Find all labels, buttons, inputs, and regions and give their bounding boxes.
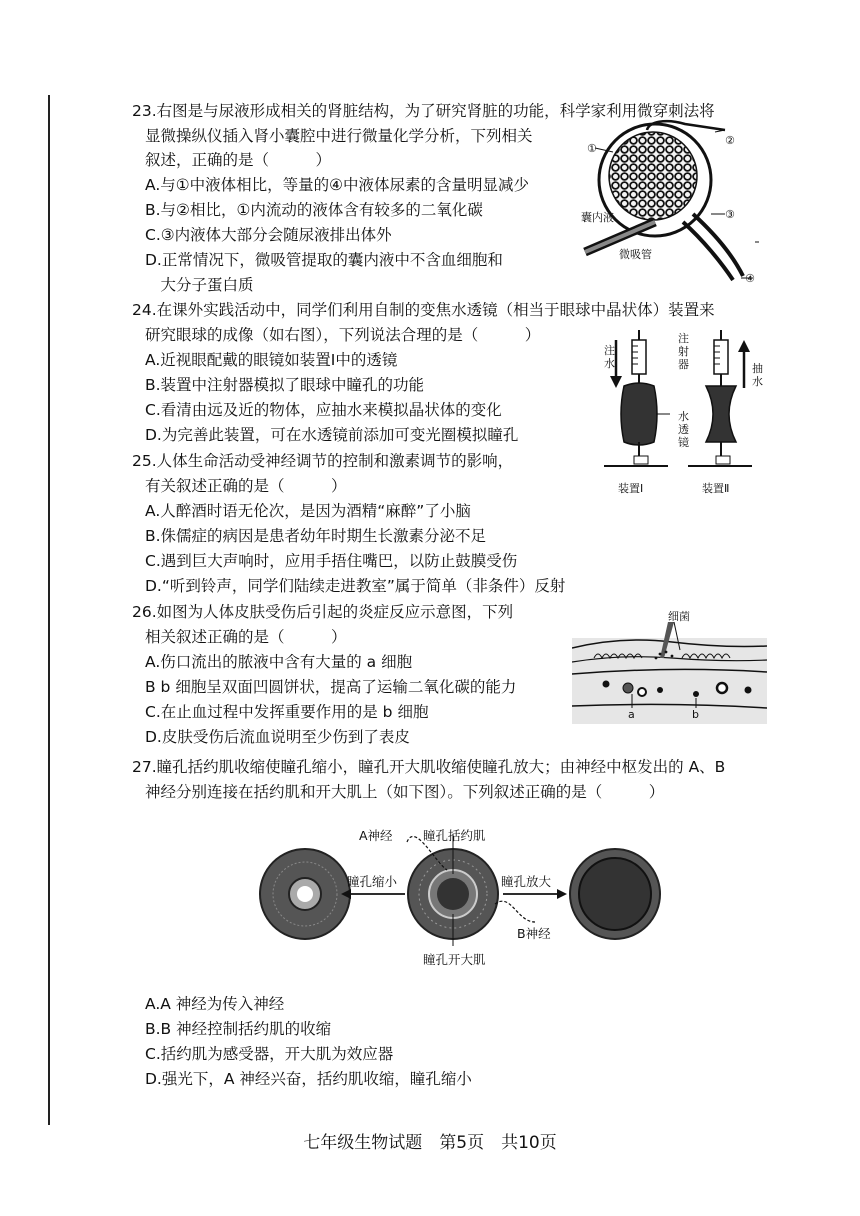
q25-option-d: D.“听到铃声，同学们陆续走进教室”属于简单（非条件）反射 [145,577,566,595]
q27-stem-line-1: 27.瞳孔括约肌收缩使瞳孔缩小，瞳孔开大肌收缩使瞳孔放大；由神经中枢发出的 A、B [132,758,726,776]
q27-option-d: D.强光下，A 神经兴奋，括约肌收缩，瞳孔缩小 [145,1070,472,1088]
q27-stem-line-2: 神经分别连接在括约肌和开大肌上（如下图）。下列叙述正确的是（ ） [145,783,665,801]
q26-option-b: B b 细胞呈双面凹圆饼状，提高了运输二氧化碳的能力 [145,678,517,696]
q24-stem-line-1: 24.在课外实践活动中，同学们利用自制的变焦水透镜（相当于眼球中晶状体）装置来 [132,301,715,319]
skin-inflammation-diagram [572,608,767,724]
q23-stem-line-1: 23.右图是与尿液形成相关的肾脏结构，为了研究肾脏的功能，科学家利用微穿刺法将 [132,102,715,120]
water-lens-figure [598,330,776,500]
q23-stem-line-3: 叙述，正确的是（ ） [145,151,332,169]
q26-option-d: D.皮肤受伤后流血说明至少伤到了表皮 [145,728,410,746]
q24-option-d: D.为完善此装置，可在水透镜前添加可变光圈模拟瞳孔 [145,426,519,444]
page-footer: 七年级生物试题 第5页 共10页 [303,1133,557,1153]
q27-option-c: C.括约肌为感受器，开大肌为效应器 [145,1045,394,1063]
q23-stem-line-2: 显微操纵仪插入肾小囊腔中进行微量化学分析，下列相关 [145,127,533,145]
fig23-micropipette-label: 微吸管 [619,248,652,261]
q23-option-c: C.③内液体大部分会随尿液排出体外 [145,226,392,244]
q23-option-b: B.与②相比，①内流动的液体含有较多的二氧化碳 [145,201,483,219]
q26-option-c: C.在止血过程中发挥重要作用的是 b 细胞 [145,703,429,721]
fig26-label-b: b [692,708,699,721]
fig24-lens-label: 水透镜 [678,410,689,449]
q23-option-d: D.正常情况下，微吸管提取的囊内液中不含血细胞和 [145,251,503,269]
fig24-device2-label: 装置Ⅱ [702,482,730,495]
q26-option-a: A.伤口流出的脓液中含有大量的 a 细胞 [145,653,413,671]
fig27-constrict-label: 瞳孔缩小 [347,874,398,889]
pupil-muscles-figure [255,812,665,972]
q25-option-c: C.遇到巨大声响时，应用手捂住嘴巴，以防止鼓膜受伤 [145,552,518,570]
q25-stem-line-1: 25.人体生命活动受神经调节的控制和激素调节的影响， [132,452,514,470]
q24-option-a: A.近视眼配戴的眼镜如装置Ⅰ中的透镜 [145,351,398,369]
q26-stem-line-2: 相关叙述正确的是（ ） [145,628,347,646]
fig23-label-4: ④ [745,272,755,285]
fig24-device1-label: 装置Ⅰ [618,482,644,495]
q26-stem-line-1: 26.如图为人体皮肤受伤后引起的炎症反应示意图，下列 [132,603,514,621]
skin-inflammation-figure [572,608,767,724]
q27-option-a: A.A 神经为传入神经 [145,995,285,1013]
q23-option-d-cont: 大分子蛋白质 [145,276,254,294]
fig26-bacteria-label: 细菌 [668,610,690,623]
fig24-withdraw-label: 抽水 [752,362,763,388]
fig26-label-a: a [628,708,635,721]
q24-stem-line-2: 研究眼球的成像（如右图），下列说法合理的是（ ） [145,326,541,344]
fig27-sphincter-label: 瞳孔括约肌 [423,828,486,843]
fig27-b-nerve-label: B神经 [517,926,551,941]
q25-stem-line-2: 有关叙述正确的是（ ） [145,477,347,495]
fig24-inject-label: 注水 [604,344,615,370]
q25-option-a: A.人醉酒时语无伦次，是因为酒精“麻醉”了小脑 [145,502,471,520]
kidney-capsule-figure [575,118,770,296]
fig27-a-nerve-label: A神经 [359,828,393,843]
fig27-dilator-label: 瞳孔开大肌 [423,952,486,967]
fig24-syringe-label: 注射器 [678,332,689,371]
q27-option-b: B.B 神经控制括约肌的收缩 [145,1020,332,1038]
q23-option-a: A.与①中液体相比，等量的④中液体尿素的含量明显减少 [145,176,530,194]
q24-option-b: B.装置中注射器模拟了眼球中瞳孔的功能 [145,376,425,394]
q25-option-b: B.侏儒症的病因是患者幼年时期生长激素分泌不足 [145,527,487,545]
q24-option-c: C.看清由远及近的物体，应抽水来模拟晶状体的变化 [145,401,502,419]
fig23-label-3: ③ [725,208,735,221]
fig23-label-1: ① [587,142,597,155]
binding-margin-line [48,95,50,1125]
fig27-dilate-label: 瞳孔放大 [501,874,552,889]
kidney-capsule-diagram [575,118,770,296]
fig23-label-2: ② [725,134,735,147]
fig23-capsule-fluid-label: 囊内液 [581,211,614,224]
